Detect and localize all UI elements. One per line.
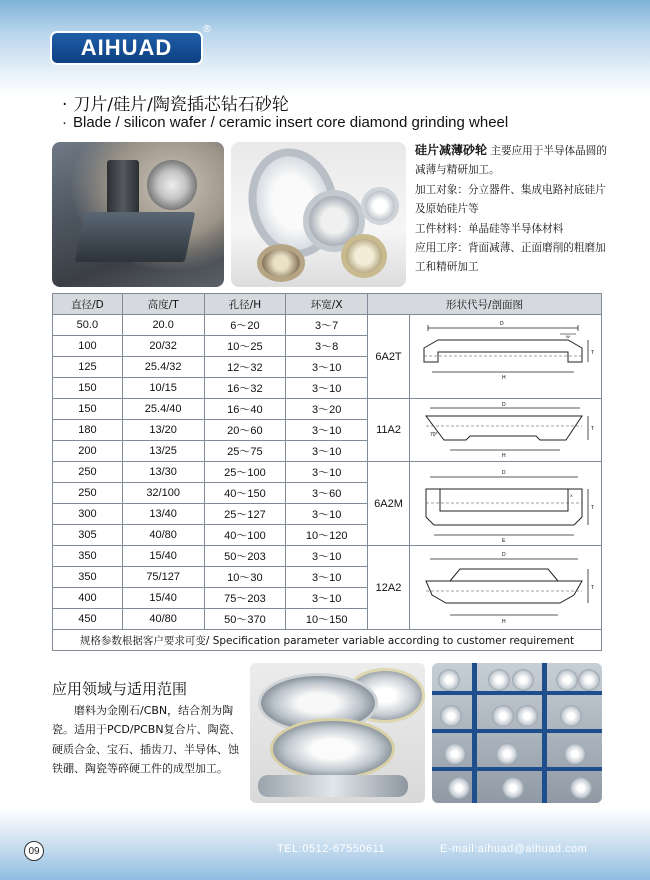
cell-diameter: 450 bbox=[53, 609, 123, 630]
cell-bore: 10～25 bbox=[204, 336, 286, 357]
header-ring-width: 环宽/X bbox=[286, 294, 368, 315]
cell-bore: 50～370 bbox=[204, 609, 286, 630]
cell-height: 13/25 bbox=[122, 441, 204, 462]
cell-bore: 25～75 bbox=[204, 441, 286, 462]
cell-diameter: 200 bbox=[53, 441, 123, 462]
cell-ring-width: 3～10 bbox=[286, 588, 368, 609]
table-note-row bbox=[53, 630, 602, 651]
svg-text:70°: 70° bbox=[429, 431, 438, 438]
cell-bore: 6～20 bbox=[204, 315, 286, 336]
description-intro: 主要应用于半导体晶圆的减薄与精研加工。 bbox=[415, 145, 607, 177]
cell-diameter: 150 bbox=[53, 399, 123, 420]
svg-text:E: E bbox=[501, 537, 506, 544]
shape-code: 6A2T bbox=[368, 315, 410, 399]
application-title: 应用领域与适用范围 bbox=[52, 680, 188, 698]
cross-section-diagram-6a2t bbox=[409, 315, 601, 399]
svg-text:D: D bbox=[501, 401, 506, 408]
cell-ring-width: 3～10 bbox=[286, 567, 368, 588]
page-title-cn bbox=[62, 90, 289, 115]
shape-code: 12A2 bbox=[368, 546, 410, 630]
title-en-text: Blade / silicon wafer / ceramic insert core diamond grinding wheel bbox=[73, 114, 509, 131]
table-row bbox=[53, 315, 602, 336]
table-row bbox=[53, 546, 602, 567]
brand-logo bbox=[50, 31, 203, 65]
cell-ring-width: 3～60 bbox=[286, 483, 368, 504]
svg-text:H: H bbox=[501, 452, 506, 459]
description-heading: 硅片减薄砂轮 bbox=[415, 143, 488, 157]
svg-text:X: X bbox=[569, 492, 573, 498]
cell-ring-width: 3～10 bbox=[286, 504, 368, 525]
cell-bore: 40～100 bbox=[204, 525, 286, 546]
shape-code: 11A2 bbox=[368, 399, 410, 462]
cell-bore: 50～203 bbox=[204, 546, 286, 567]
cell-height: 15/40 bbox=[122, 588, 204, 609]
cell-bore: 25～100 bbox=[204, 462, 286, 483]
cell-height: 25.4/40 bbox=[122, 399, 204, 420]
warehouse-photo bbox=[432, 663, 602, 803]
cell-height: 13/20 bbox=[122, 420, 204, 441]
cell-height: 15/40 bbox=[122, 546, 204, 567]
cell-ring-width: 3～10 bbox=[286, 441, 368, 462]
cell-ring-width: 3～8 bbox=[286, 336, 368, 357]
table-row bbox=[53, 399, 602, 420]
registered-mark: ® bbox=[202, 24, 212, 35]
cell-bore: 20～60 bbox=[204, 420, 286, 441]
product-description bbox=[415, 141, 610, 278]
cell-diameter: 50.0 bbox=[53, 315, 123, 336]
cell-height: 25.4/32 bbox=[122, 357, 204, 378]
title-cn-text: 刀片/硅片/陶瓷插芯钻石砂轮 bbox=[73, 95, 289, 115]
grinding-wheels-photo bbox=[231, 142, 406, 287]
cell-ring-width: 3～10 bbox=[286, 462, 368, 483]
cell-diameter: 125 bbox=[53, 357, 123, 378]
table-row bbox=[53, 462, 602, 483]
header-diameter: 直径/D bbox=[53, 294, 123, 315]
cell-diameter: 100 bbox=[53, 336, 123, 357]
cell-diameter: 305 bbox=[53, 525, 123, 546]
cell-bore: 16～32 bbox=[204, 378, 286, 399]
svg-text:H: H bbox=[501, 618, 506, 625]
header-shape: 形状代号/剖面图 bbox=[368, 294, 602, 315]
description-material: 工件材料：单晶硅等半导体材料 bbox=[415, 222, 564, 235]
cell-diameter: 350 bbox=[53, 546, 123, 567]
cell-height: 20/32 bbox=[122, 336, 204, 357]
cell-bore: 16～40 bbox=[204, 399, 286, 420]
header-height: 高度/T bbox=[122, 294, 204, 315]
application-text: 磨料为金刚石/CBN，结合剂为陶瓷。适用于PCD/PCBN复合片、陶瓷、硬质合金、宝石、插齿刀、半导体、蚀铁硼、陶瓷等碎硬工件的成型加工。 bbox=[52, 704, 241, 775]
svg-text:D: D bbox=[501, 469, 506, 476]
svg-text:T: T bbox=[590, 349, 595, 356]
cell-diameter: 400 bbox=[53, 588, 123, 609]
title-bullet: · bbox=[62, 95, 68, 115]
cell-diameter: 250 bbox=[53, 483, 123, 504]
cell-height: 13/30 bbox=[122, 462, 204, 483]
footer-phone: TEL:0512-67550611 bbox=[277, 843, 385, 855]
svg-text:T: T bbox=[590, 504, 595, 511]
cell-ring-width: 3～10 bbox=[286, 378, 368, 399]
title-bullet: · bbox=[62, 114, 67, 131]
cell-ring-width: 3～7 bbox=[286, 315, 368, 336]
cell-bore: 75～203 bbox=[204, 588, 286, 609]
cell-bore: 12～32 bbox=[204, 357, 286, 378]
table-note: 规格参数根据客户要求可变/ Specification parameter variable according to customer requirement bbox=[53, 630, 602, 651]
cell-height: 20.0 bbox=[122, 315, 204, 336]
table-header-row bbox=[53, 294, 602, 315]
cell-bore: 10～30 bbox=[204, 567, 286, 588]
cell-height: 10/15 bbox=[122, 378, 204, 399]
svg-text:W: W bbox=[565, 333, 570, 339]
svg-text:T: T bbox=[590, 584, 595, 591]
cell-height: 40/80 bbox=[122, 609, 204, 630]
cell-ring-width: 10～150 bbox=[286, 609, 368, 630]
svg-text:D: D bbox=[501, 551, 506, 558]
header-bore: 孔径/H bbox=[204, 294, 286, 315]
cylinder-wheels-photo bbox=[250, 663, 425, 803]
cell-ring-width: 3～10 bbox=[286, 357, 368, 378]
footer-email: E-mail:aihuad@aihuad.com bbox=[440, 843, 588, 855]
cell-height: 75/127 bbox=[122, 567, 204, 588]
cell-ring-width: 3～20 bbox=[286, 399, 368, 420]
description-objects: 加工对象：分立器件、集成电路衬底硅片及原始硅片等 bbox=[415, 183, 606, 216]
cross-section-diagram-12a2 bbox=[409, 546, 601, 630]
page-title-en bbox=[62, 114, 508, 131]
cell-height: 13/40 bbox=[122, 504, 204, 525]
cell-diameter: 150 bbox=[53, 378, 123, 399]
cross-section-diagram-6a2m bbox=[409, 462, 601, 546]
cell-diameter: 180 bbox=[53, 420, 123, 441]
page-number: 09 bbox=[24, 841, 44, 861]
svg-text:H: H bbox=[501, 374, 506, 381]
spec-table bbox=[52, 293, 602, 651]
cell-height: 32/100 bbox=[122, 483, 204, 504]
cell-bore: 25～127 bbox=[204, 504, 286, 525]
cell-ring-width: 3～10 bbox=[286, 546, 368, 567]
cell-bore: 40～150 bbox=[204, 483, 286, 504]
cross-section-diagram-11a2 bbox=[409, 399, 601, 462]
cell-diameter: 350 bbox=[53, 567, 123, 588]
cell-ring-width: 3～10 bbox=[286, 420, 368, 441]
shape-code: 6A2M bbox=[368, 462, 410, 546]
cell-ring-width: 10～120 bbox=[286, 525, 368, 546]
brand-logo-text: AIHUAD bbox=[80, 35, 173, 60]
cell-diameter: 250 bbox=[53, 462, 123, 483]
cell-diameter: 300 bbox=[53, 504, 123, 525]
grinding-machine-photo bbox=[52, 142, 224, 287]
svg-text:D: D bbox=[499, 320, 504, 327]
svg-text:T: T bbox=[590, 425, 595, 432]
description-process: 应用工序：背面减薄、正面磨削的粗磨加工和精研加工 bbox=[415, 242, 606, 274]
cell-height: 40/80 bbox=[122, 525, 204, 546]
